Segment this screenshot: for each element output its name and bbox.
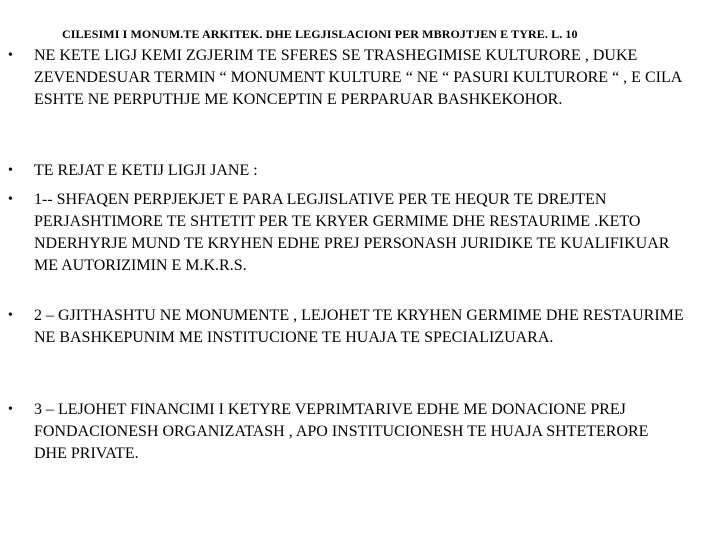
bullet-icon: •: [8, 308, 13, 323]
bullet-text: 3 – LEJOHET FINANCIMI I KETYRE VEPRIMTARIVE EDHE ME DONACIONE PREJ FONDACIONESH ORGANIZATASH , APO INSTITUCIONESH TE HUAJA SHTETERORE DHE PRIVATE.: [34, 401, 649, 462]
bullet-item-2: [8, 160, 684, 182]
slide-title: CILESIMI I MONUM.TE ARKITEK. DHE LEGJISLACIONI PER MBROJTJEN E TYRE. L. 10: [62, 27, 578, 41]
bullet-icon: •: [8, 163, 13, 178]
bullet-text: NE KETE LIGJ KEMI ZGJERIM TE SFERES SE TRASHEGIMISE KULTURORE , DUKE ZEVENDESUAR TERMIN “ MONUMENT KULTURE “ NE “ PASURI KULTURORE “ , E CILA ESHTE NE PERPUTHJE ME KONCEPTIN E PERPARUAR BASHKEKOHOR.: [34, 47, 682, 108]
bullet-item-1: [8, 45, 684, 111]
bullet-icon: •: [8, 48, 13, 63]
bullet-text: 2 – GJITHASHTU NE MONUMENTE , LEJOHET TE KRYHEN GERMIME DHE RESTAURIME NE BASHKEPUNIM ME INSTITUCIONE TE HUAJA TE SPECIALIZUARA.: [34, 307, 684, 346]
bullet-item-3: [8, 189, 684, 277]
bullet-icon: •: [8, 402, 13, 417]
bullet-icon: •: [8, 192, 13, 207]
bullet-item-4: [8, 305, 684, 349]
bullet-text: TE REJAT E KETIJ LIGJI JANE :: [34, 162, 258, 179]
bullet-item-5: [8, 399, 684, 465]
bullet-text: 1-- SHFAQEN PERPJEKJET E PARA LEGJISLATIVE PER TE HEQUR TE DREJTEN PERJASHTIMORE TE SHTETIT PER TE KRYER GERMIME DHE RESTAURIME .KETO NDERHYRJE MUND TE KRYHEN EDHE PREJ PERSONASH JURIDIKE TE KUALIFIKUAR ME AUTORIZIMIN E M.K.R.S.: [34, 191, 670, 274]
